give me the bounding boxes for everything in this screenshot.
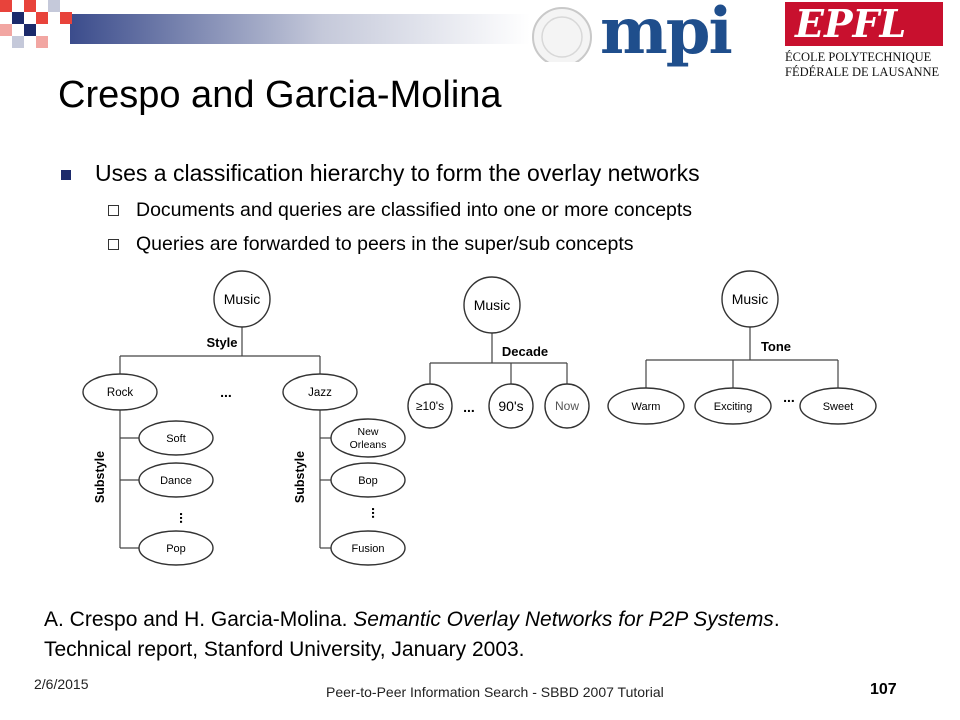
- node-label-90s: 90's: [498, 398, 524, 414]
- ellipsis-label: ...: [463, 399, 475, 415]
- citation-rest: . Technical report, Stanford University, January 2003.: [44, 608, 780, 661]
- node-label-sweet: Sweet: [822, 401, 854, 413]
- edge-label-substyle: Substyle: [93, 450, 107, 504]
- node-label-bop: Bop: [358, 475, 378, 487]
- node-label-music: Music: [731, 291, 769, 307]
- node-label-music: Music: [473, 297, 511, 313]
- sub-bullet-text: Queries are forwarded to peers in the super/sub concepts: [136, 233, 634, 255]
- citation-title: Semantic Overlay Networks for P2P Systems: [353, 608, 774, 631]
- ellipsis-label: ...: [369, 507, 385, 519]
- node-label-fusion: Fusion: [351, 543, 385, 555]
- node-label-new-orleans: New: [357, 426, 379, 438]
- node-label-new-orleans-line2: Orleans: [349, 439, 387, 451]
- edge-label-decade: Decade: [501, 344, 549, 359]
- edge-label-tone: Tone: [760, 339, 792, 354]
- sub-bullet-text: Documents and queries are classified into one or more concepts: [136, 199, 693, 221]
- citation-authors: A. Crespo and H. Garcia-Molina.: [44, 608, 354, 631]
- epfl-name-line1: ÉCOLE POLYTECHNIQUE: [785, 50, 932, 64]
- node-label-rock: Rock: [106, 387, 134, 399]
- node-label-10s: ≥10's: [415, 399, 445, 413]
- node-label-music: Music: [223, 291, 261, 307]
- epfl-logo-text: EPFL: [795, 1, 907, 46]
- ellipsis-label: ...: [220, 384, 232, 400]
- slide-title: Crespo and Garcia-Molina: [58, 74, 502, 116]
- bullet-text: Uses a classification hierarchy to form the overlay networks: [95, 160, 700, 186]
- ellipsis-label: ...: [783, 389, 795, 405]
- classification-hierarchy-diagram: [0, 260, 960, 580]
- epfl-name-line2: FÉDÉRALE DE LAUSANNE: [785, 65, 940, 79]
- node-label-exciting: Exciting: [713, 401, 753, 413]
- footer-date: 2/6/2015: [34, 676, 89, 692]
- bullet-square-icon: [61, 170, 71, 180]
- page-number: 107: [870, 681, 897, 698]
- node-label-warm: Warm: [631, 401, 661, 413]
- edge-label-style: Style: [206, 335, 238, 350]
- node-ellipse: [331, 419, 405, 457]
- node-label-now: Now: [554, 399, 580, 413]
- citation: [44, 605, 804, 665]
- footer-title: Peer-to-Peer Information Search - SBBD 2007 Tutorial: [326, 684, 664, 700]
- sub-bullet-box-icon: [108, 205, 119, 216]
- ellipsis-label: ...: [177, 512, 193, 524]
- sub-bullet-box-icon: [108, 239, 119, 250]
- mpi-logo: mpi: [600, 0, 731, 69]
- edge-label-substyle: Substyle: [293, 450, 307, 504]
- node-label-dance: Dance: [160, 475, 192, 487]
- node-label-jazz: Jazz: [308, 387, 332, 399]
- node-label-soft: Soft: [166, 433, 186, 445]
- node-label-pop: Pop: [166, 543, 186, 555]
